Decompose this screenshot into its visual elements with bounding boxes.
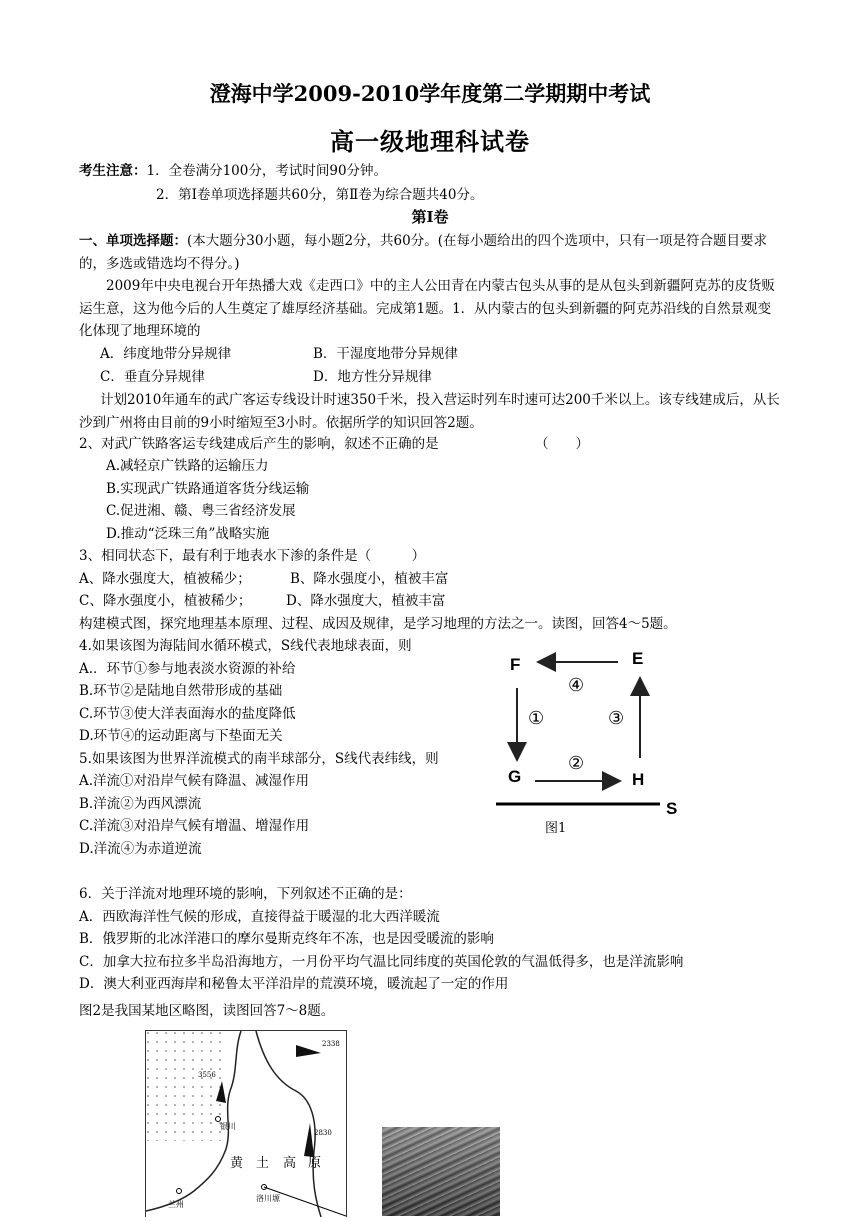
figure-2-map bbox=[145, 1030, 347, 1217]
section-heading bbox=[79, 230, 784, 275]
exam-subtitle: 高一级地理科试卷 bbox=[330, 127, 530, 156]
q3-option-d: D、降水强度大，植被丰富 bbox=[286, 593, 446, 609]
q1-option-b: B．干湿度地带分异规律 bbox=[313, 346, 458, 362]
map-drawing bbox=[146, 1031, 346, 1217]
q3-option-a: A、降水强度大，植被稀少； bbox=[79, 571, 251, 587]
q2-stem: 2、对武广铁路客运专线建成后产生的影响，叙述不正确的是 bbox=[79, 436, 439, 452]
label-h: H bbox=[632, 770, 645, 789]
plateau-char-2: 土 bbox=[256, 1156, 270, 1171]
q4-option-b: B.环节②是陆地自然带形成的基础 bbox=[79, 683, 283, 699]
q1-option-d: D．地方性分异规律 bbox=[313, 369, 432, 385]
num-2830: 2830 bbox=[314, 1129, 332, 1137]
label-e: E bbox=[632, 649, 644, 668]
luochuan-label: 洛川塬 bbox=[256, 1194, 280, 1203]
q6-option-c: C．加拿大拉布拉多半岛沿海地方，一月份平均气温比同纬度的英国伦敦的气温低得多，也是洋流影响 bbox=[79, 954, 684, 970]
q6-option-d: D．澳大利亚西海岸和秘鲁太平洋沿岸的荒漠环境，暖流起了一定的作用 bbox=[79, 976, 509, 992]
q2-option-a: A.减轻京广铁路的运输压力 bbox=[106, 458, 269, 474]
q45-intro: 构建模式图，探究地理基本原理、过程、成因及规律，是学习地理的方法之一。读图，回答4～5题。 bbox=[79, 616, 677, 632]
section-heading-label: 一、单项选择题： bbox=[79, 233, 187, 249]
q4-option-c: C.环节③使大洋表面海水的盐度降低 bbox=[79, 706, 296, 722]
landscape-photo bbox=[382, 1127, 500, 1216]
q4-option-d: D.环节④的运动距离与下垫面无关 bbox=[79, 728, 283, 744]
q5-option-d: D.洋流④为赤道逆流 bbox=[79, 841, 202, 857]
q5-option-b: B.洋流②为西风漂流 bbox=[79, 796, 202, 812]
q3-option-c: C、降水强度小，植被稀少； bbox=[79, 593, 252, 609]
plateau-char-4: 原 bbox=[308, 1156, 322, 1171]
q2-option-c: C.促进湘、赣、粤三省经济发展 bbox=[106, 503, 296, 519]
label-g: G bbox=[508, 767, 522, 786]
q6-stem: 6．关于洋流对地理环境的影响，下列叙述不正确的是： bbox=[79, 886, 412, 902]
figure-1-caption: 图1 bbox=[545, 821, 567, 836]
figure-1-cycle-diagram bbox=[490, 640, 690, 840]
q5-option-c: C.洋流③对沿岸气候有增温、增湿作用 bbox=[79, 818, 310, 834]
q6-option-b: B．俄罗斯的北冰洋港口的摩尔曼斯克终年不冻，也是因受暖流的影响 bbox=[79, 931, 494, 947]
notes-text-1: 1．全卷满分100分，考试时间90分钟。 bbox=[146, 163, 388, 179]
q2-option-d: D.推动“泛珠三角”战略实施 bbox=[106, 526, 270, 542]
section-heading-text: (本大题分30小题，每小题2分，共60分。(在每小题给出的四个选项中，只有一项是符合题目要求的，多选或错选均不得分。) bbox=[79, 233, 767, 272]
lanzhou-label: 兰州 bbox=[168, 1200, 184, 1209]
q5-option-a: A.洋流①对沿岸气候有降温、减湿作用 bbox=[79, 773, 310, 789]
num-2338: 2338 bbox=[322, 1040, 340, 1048]
circle-2: ② bbox=[568, 753, 585, 774]
q78-intro: 图2是我国某地区略图，读图回答7～8题。 bbox=[79, 1003, 335, 1019]
plateau-char-1: 黄 bbox=[230, 1156, 244, 1171]
notes-label: 考生注意： bbox=[79, 163, 147, 179]
q4-option-a: A.．环节①参与地表淡水资源的补给 bbox=[79, 661, 296, 677]
arrow-2830 bbox=[304, 1123, 314, 1157]
q3-stem: 3、相同状态下，最有利于地表水下渗的条件是（ ） bbox=[79, 548, 426, 564]
q1-option-c: C．垂直分异规律 bbox=[100, 369, 205, 385]
q5-stem: 5.如果该图为世界洋流模式的南半球部分，S线代表纬线，则 bbox=[79, 751, 439, 767]
arrow-2338 bbox=[296, 1045, 321, 1057]
q2-option-b: B.实现武广铁路通道客货分线运输 bbox=[106, 481, 310, 497]
exam-title: 澄海中学2009-2010学年度第二学期期中考试 bbox=[209, 81, 651, 106]
num-3556: 3556 bbox=[198, 1071, 216, 1079]
desert-dots bbox=[146, 1031, 228, 1141]
yinchuan-label: 银川 bbox=[220, 1122, 236, 1131]
label-s: S bbox=[666, 799, 678, 818]
q4-stem: 4.如果该图为海陆间水循环模式，S线代表地球表面，则 bbox=[79, 638, 412, 654]
plateau-char-3: 高 bbox=[283, 1156, 297, 1171]
notes-line1 bbox=[79, 162, 387, 181]
circle-3: ③ bbox=[608, 708, 625, 729]
label-f: F bbox=[510, 655, 521, 674]
circle-4: ④ bbox=[568, 675, 585, 696]
notes-line2: 2．第Ⅰ卷单项选择题共60分，第Ⅱ卷为综合题共40分。 bbox=[156, 187, 484, 203]
q6-option-a: A．西欧海洋性气候的形成，直接得益于暖湿的北大西洋暖流 bbox=[79, 909, 440, 925]
q1-stem: 2009年中央电视台开年热播大戏《走西口》中的主人公田青在内蒙古包头从事的是从包头到新疆阿克苏的皮货贩运生意，这为他今后的人生奠定了雄厚经济基础。完成第1题。1．从内蒙古的包头到新疆的阿克苏沿线的自然景观变化体现了地理环境的 bbox=[79, 278, 775, 339]
circle-1: ① bbox=[528, 708, 545, 729]
lanzhou-dot bbox=[177, 1189, 182, 1194]
q2-intro: 计划2010年通车的武广客运专线设计时速350千米，投入营运时列车时速可达200千米以上。该专线建成后，从长沙到广州将由目前的9小时缩短至3小时。依据所学的知识回答2题。 bbox=[79, 392, 780, 431]
section-title: 第Ⅰ卷 bbox=[411, 208, 449, 226]
q1-option-a: A．纬度地带分异规律 bbox=[100, 346, 232, 362]
q3-option-b: B、降水强度小，植被丰富 bbox=[290, 571, 449, 587]
q2-blank: （ ） bbox=[535, 436, 589, 452]
